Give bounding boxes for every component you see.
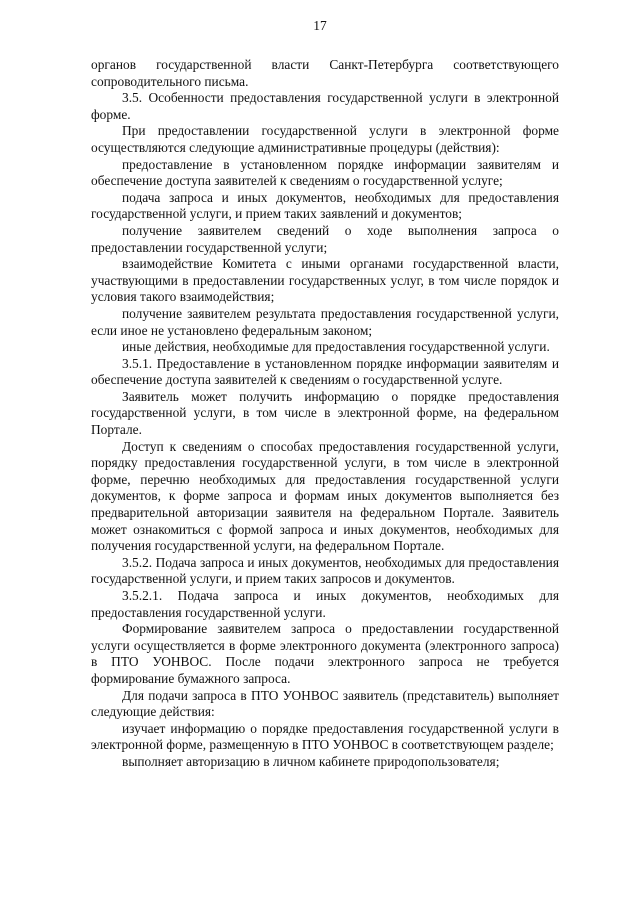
list-item: иные действия, необходимые для предоставления государственной услуги.: [122, 339, 550, 355]
paragraph: Заявитель может получить информацию о порядке предоставления государственной услуги, в том числе в электронной форме, на федеральном Портале.: [91, 388, 559, 438]
paragraph: При предоставлении государственной услуги в электронной форме осуществляются следующие административные процедуры (действия):: [91, 123, 559, 155]
paragraph: Для подачи запроса в ПТО УОНВОС заявитель (представитель) выполняет следующие действия:: [91, 687, 559, 720]
list-item: изучает информацию о порядке предоставления государственной услуги в электронной форме, размещенную в ПТО УОНВОС в соответствующем разделе;: [91, 720, 559, 753]
subsection-heading: 3.5.2.1. Подача запроса и иных документов, необходимых для предоставления государственной услуги.: [91, 588, 559, 620]
subsection-heading: 3.5.1. Предоставление в установленном порядке информации заявителям и обеспечение доступа заявителей к сведениям о государственной услуге.: [91, 355, 559, 388]
paragraph: Доступ к сведениям о способах предоставления государственной услуги, порядку предоставления государственной услуги, в том числе в электронной форме, перечню необходимых для предоставления государственной услуги документов, к форме запроса и формам иных документов выполняется без предварительной авторизации заявителя на федеральном Портале. Заявитель может ознакомиться с формой запроса и иных документов, необходимых для получения государственной услуги, на федеральном Портале.: [91, 438, 559, 554]
subsection-heading: 3.5.2. Подача запроса и иных документов, необходимых для предоставления государственной услуги, и прием таких запросов и документов.: [91, 554, 559, 587]
list-item: выполняет авторизацию в личном кабинете природопользователя;: [122, 753, 500, 769]
section-heading: 3.5. Особенности предоставления государственной услуги в электронной форме.: [91, 90, 559, 122]
paragraph: Формирование заявителем запроса о предоставлении государственной услуги осуществляется в форме электронного документа (электронного запроса) в ПТО УОНВОС. После подачи электронного запроса не требуется формирование бумажного запроса.: [91, 621, 559, 686]
document-body: [91, 57, 559, 771]
page-number: 17: [313, 18, 327, 33]
paragraph: органов государственной власти Санкт-Петербурга соответствующего сопроводительного письма.: [91, 57, 559, 89]
list-item: взаимодействие Комитета с иными органами государственной власти, участвующими в предоставлении государственных услуг, в том числе порядок и условия такого взаимодействия;: [91, 256, 559, 305]
list-item: получение заявителем сведений о ходе выполнения запроса о предоставлении государственной услуги;: [91, 222, 559, 255]
list-item: подача запроса и иных документов, необходимых для предоставления государственной услуги, и прием таких заявлений и документов;: [91, 189, 559, 222]
list-item: получение заявителем результата предоставления государственной услуги, если иное не установлено федеральным законом;: [91, 305, 559, 338]
list-item: предоставление в установленном порядке информации заявителям и обеспечение доступа заявителей к сведениям о государственной услуге;: [91, 156, 559, 189]
